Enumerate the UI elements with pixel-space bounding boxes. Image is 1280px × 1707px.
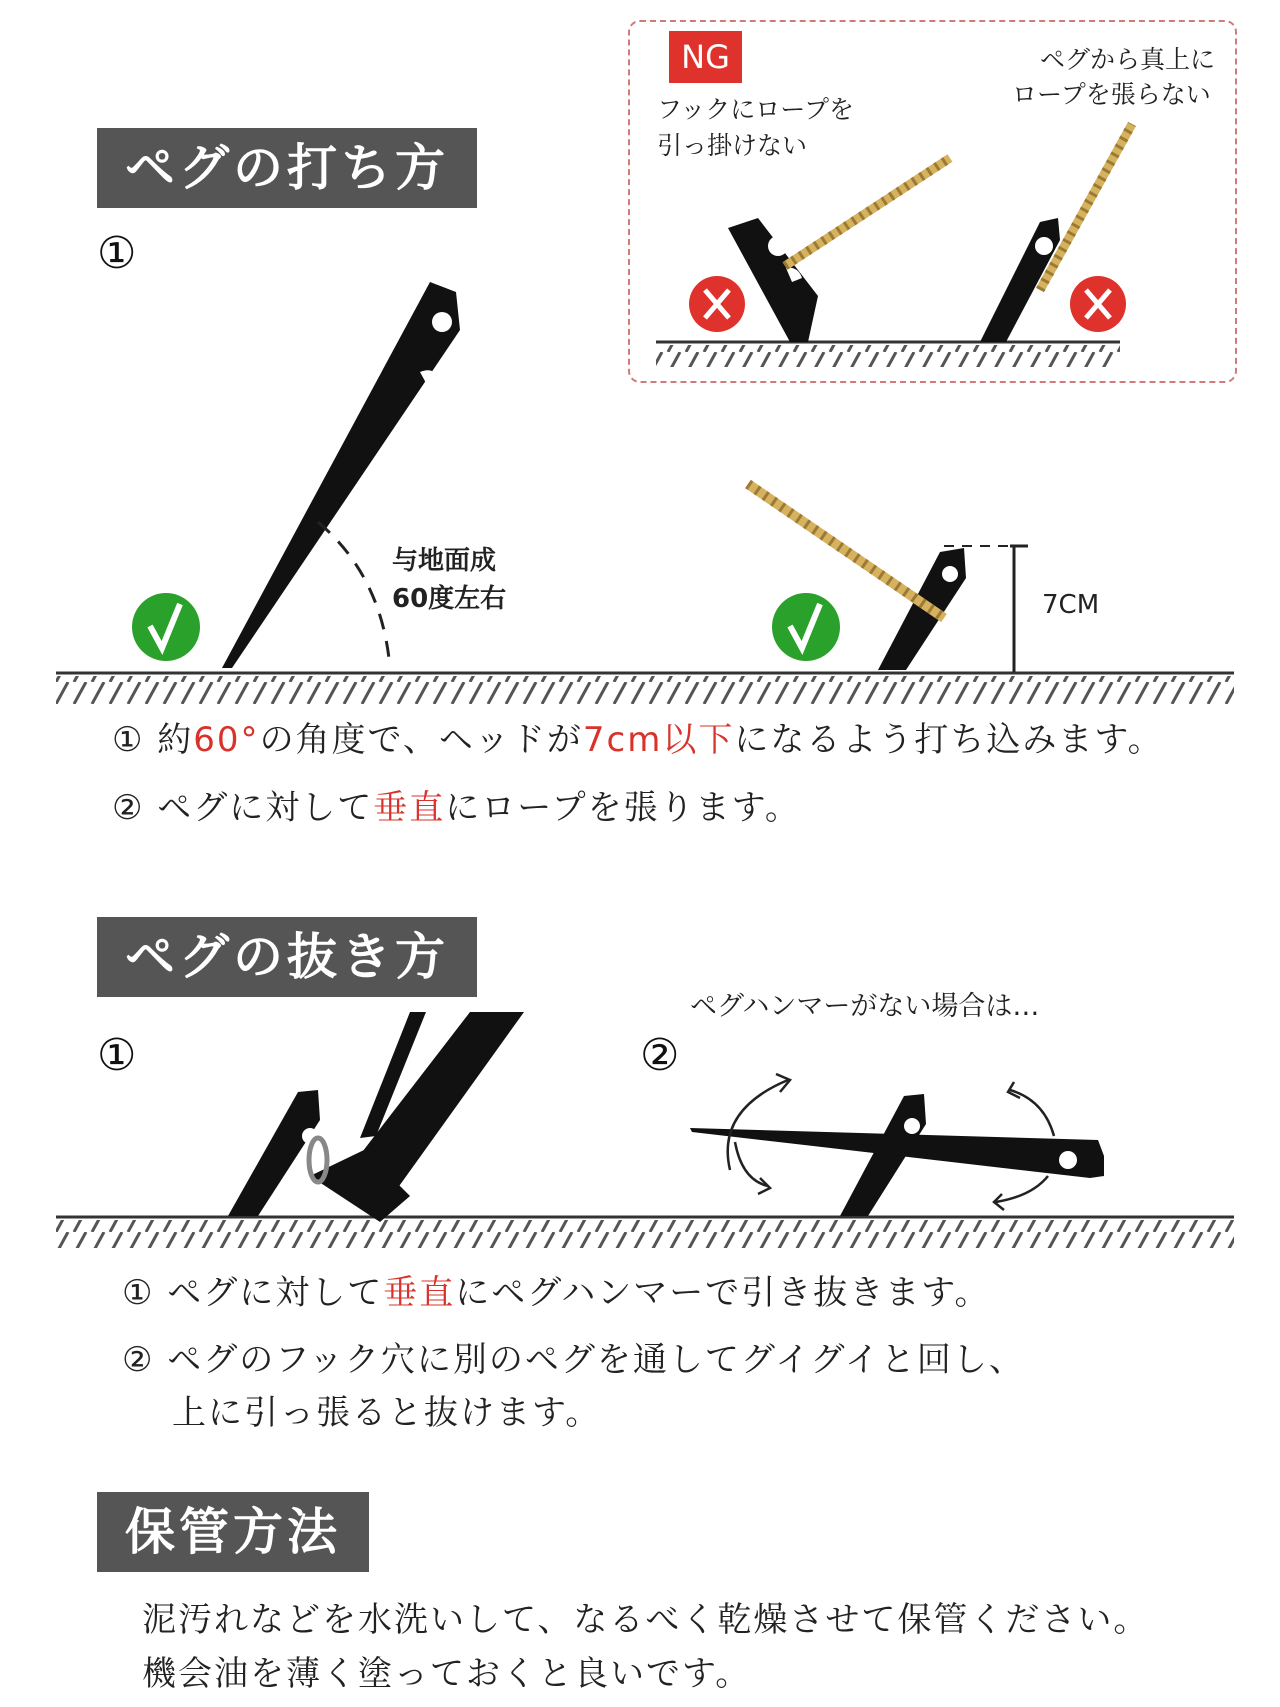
ng-caption-left-line2: 引っ掛けない xyxy=(657,131,808,160)
instruction-text: になるよう打ち込みます。 xyxy=(734,720,1164,760)
instruction-number: ① xyxy=(122,1273,155,1313)
peg-with-hammer xyxy=(228,1012,524,1222)
height-label: 7CM xyxy=(1042,590,1100,620)
instruction-text: にペグハンマーで引き抜きます。 xyxy=(455,1273,991,1313)
highlight-text: 60° xyxy=(193,720,260,760)
storage-text-line2: 機会油を薄く塗っておくと良いです。 xyxy=(142,1654,752,1694)
highlight-text: 垂直 xyxy=(373,788,446,828)
ng-badge: NG xyxy=(669,31,742,83)
instruction-2-2-line2: 上に引っ張ると抜けます。 xyxy=(172,1393,602,1433)
instruction-text: ペグに対して xyxy=(144,788,374,828)
step-marker-1: ① xyxy=(97,228,137,279)
ng-caption-right-line1: ペグから真上に xyxy=(1040,45,1216,74)
instruction-text: ペグに対して xyxy=(154,1273,384,1313)
instruction-2-2 xyxy=(122,1340,1025,1380)
section-title-driving: ペグの打ち方 xyxy=(97,128,477,208)
highlight-text: 垂直 xyxy=(383,1273,456,1313)
section-title-removing: ペグの抜き方 xyxy=(97,917,477,997)
no-hammer-caption: ペグハンマーがない場合は… xyxy=(690,991,1040,1022)
angle-label-line2: 60度左右 xyxy=(392,584,507,614)
check-mark-icon xyxy=(772,593,840,661)
instruction-text: ペグのフック穴に別のペグを通してグイグイと回し、 xyxy=(154,1340,1025,1380)
angle-label-line1: 与地面成 xyxy=(392,546,497,576)
instruction-1-2 xyxy=(112,788,801,828)
ng-caption-right-line2: ロープを張らない xyxy=(1012,80,1211,109)
ng-caption-left-line1: フックにロープを xyxy=(657,95,855,124)
step-marker-1: ① xyxy=(97,1030,137,1081)
step-marker-2: ② xyxy=(640,1030,680,1081)
ng-left-peg xyxy=(728,218,818,342)
instruction-text: にロープを張ります。 xyxy=(445,788,801,828)
highlight-text: 7cm以下 xyxy=(582,720,735,760)
check-mark-icon xyxy=(132,593,200,661)
instruction-text: の角度で、ヘッドが xyxy=(259,720,583,760)
section-title-storage: 保管方法 xyxy=(97,1492,369,1572)
instruction-1-1 xyxy=(112,720,1164,760)
x-mark-icon xyxy=(689,276,745,332)
x-mark-icon xyxy=(1070,276,1126,332)
storage-text-line1: 泥汚れなどを水洗いして、なるべく乾燥させて保管ください。 xyxy=(142,1600,1150,1640)
instruction-number: ② xyxy=(112,788,145,828)
instruction-number: ① xyxy=(112,720,145,760)
instruction-2-1 xyxy=(122,1273,991,1313)
instruction-number: ② xyxy=(122,1340,155,1380)
instruction-text: 約 xyxy=(144,720,194,760)
